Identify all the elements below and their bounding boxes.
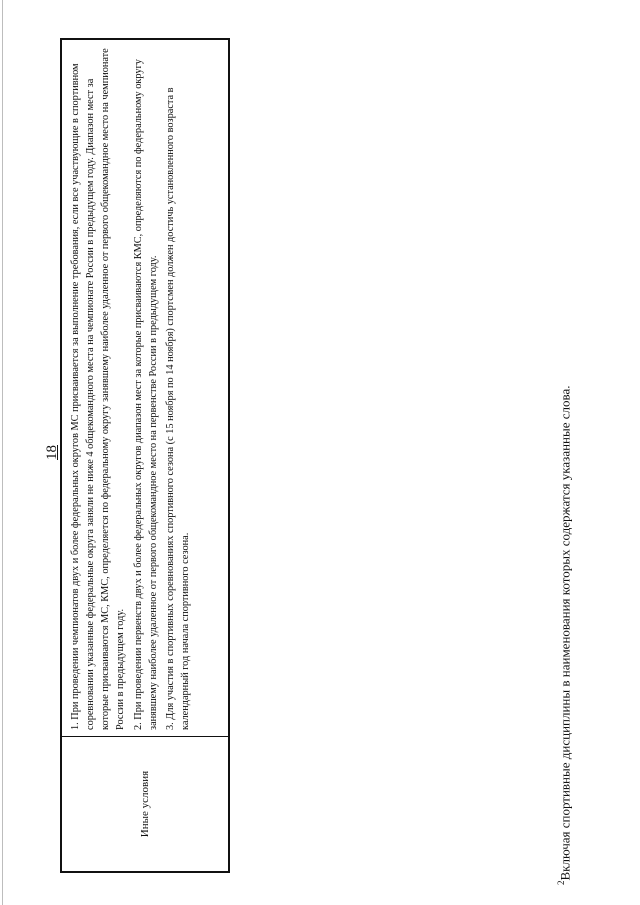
footnote-text: Включая спортивные дисциплины в наименования которых содержатся указанные слова.	[557, 385, 573, 881]
footnote	[556, 386, 573, 886]
condition-paragraph-1: 1. При проведении чемпионатов двух и более федеральных округов МС присваивается за выполнение требования, если все участвующие в спортивном соревновании указанные федеральные округа заняли не ниже 4 общекомандного места на чемпионате России в предыдущем году. Диапазон мест за которые присваиваются МС, КМС, определяется по федеральному округу занявшему наиболее удаленное от первого общекомандное место на чемпионате России в предыдущем году.	[70, 48, 127, 730]
table-label: Иные условия	[139, 770, 151, 838]
condition-paragraph-3: 3. Для участия в спортивных соревнованиях спортивного сезона (с 15 ноября по 14 ноября) спортсмен должен достичь установленного возраста в календарный год начала спортивного сезона.	[164, 87, 191, 730]
conditions-table	[60, 38, 230, 873]
condition-paragraph-2: 2. При проведении первенств двух и более федеральных округов диапазон мест за которые присваиваются КМС, определяются по федеральному округу занявшему наиболее удаленное от первого общекомандное место на первенстве России в предыдущем году.	[132, 59, 159, 730]
page-number: 18	[44, 445, 60, 460]
table-label-cell	[62, 736, 228, 871]
table-content-cell	[62, 40, 228, 736]
footnote-marker: 2	[556, 880, 566, 885]
